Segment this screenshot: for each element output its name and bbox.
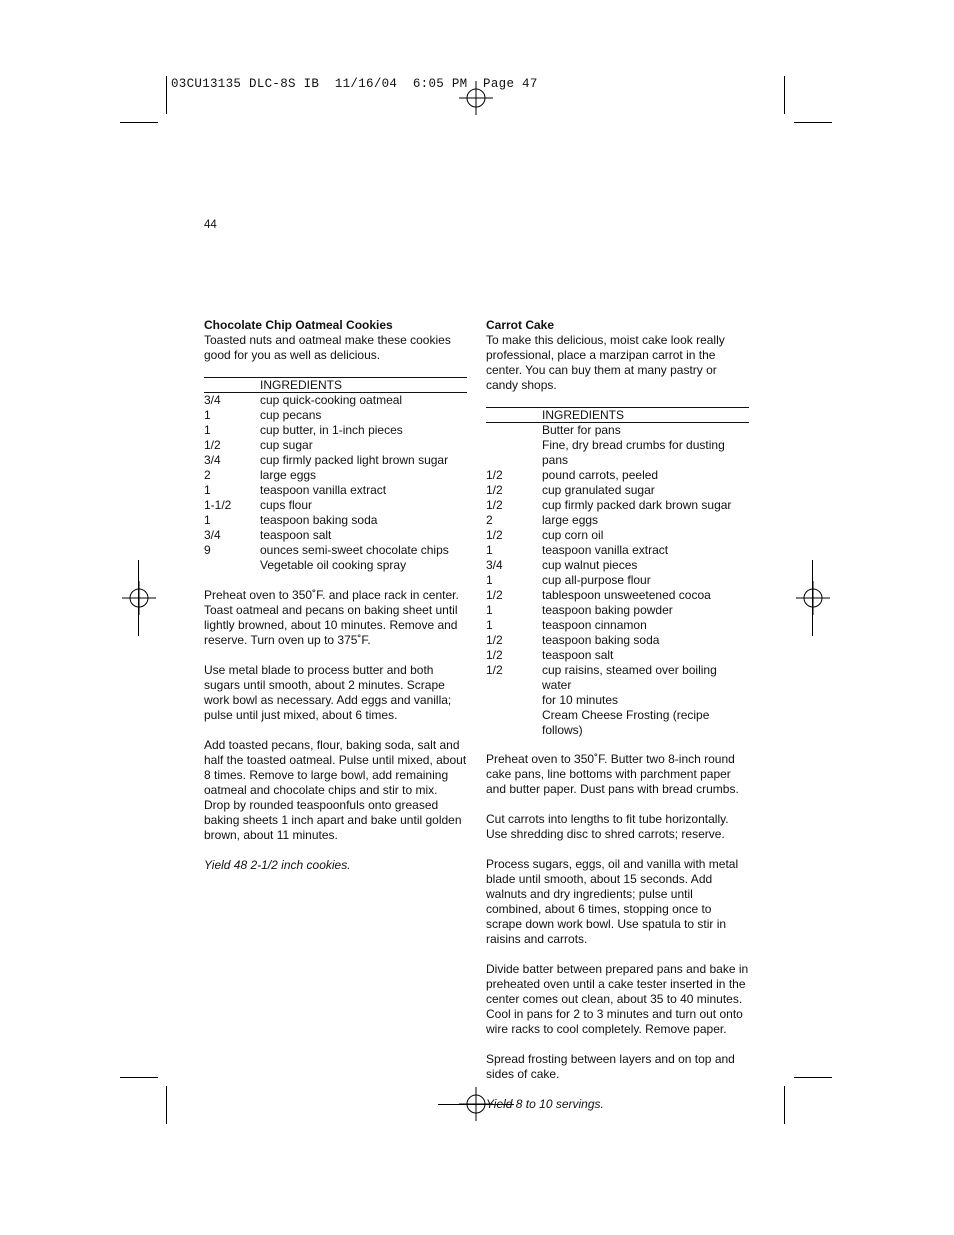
ingredient-item: cup pecans bbox=[260, 408, 322, 422]
ingredient-qty: 1 bbox=[486, 603, 493, 617]
ingredient-item: cup butter, in 1-inch pieces bbox=[260, 423, 403, 437]
page-number: 44 bbox=[204, 219, 217, 231]
crop-mark-top-right-h bbox=[794, 122, 832, 123]
ingredient-qty bbox=[486, 708, 542, 738]
crop-mark-bottom-left-h bbox=[120, 1077, 158, 1078]
ingredient-item: cup all-purpose flour bbox=[542, 573, 651, 587]
ingredient-row bbox=[486, 633, 749, 648]
ingredient-row bbox=[204, 408, 467, 423]
ingredient-row bbox=[486, 558, 749, 573]
ingredient-row bbox=[486, 498, 749, 513]
ingredient-row bbox=[486, 468, 749, 483]
ingredient-row bbox=[486, 573, 749, 588]
step-paragraph: Use metal blade to process butter and both sugars until smooth, about 2 minutes. Scrape work bowl as necessary. Add eggs and vanilla; pulse until just mixed, about 6 times. bbox=[204, 663, 452, 722]
registration-mark-right-icon bbox=[796, 581, 830, 615]
ingredient-row bbox=[486, 528, 749, 543]
crop-mark-top-left-v bbox=[166, 76, 167, 114]
ingredient-row bbox=[486, 603, 749, 618]
ingredient-row bbox=[204, 423, 467, 438]
ingredient-qty: 1/2 bbox=[486, 588, 503, 602]
registration-mark-top-icon bbox=[459, 81, 493, 115]
registration-line-right bbox=[812, 560, 813, 636]
ingredient-qty: 1/2 bbox=[486, 498, 503, 512]
ingredient-row bbox=[486, 588, 749, 603]
ingredient-item: cup walnut pieces bbox=[542, 558, 638, 572]
step-paragraph: Preheat oven to 350˚F. Butter two 8-inch round cake pans, line bottoms with parchment paper and butter paper. Dust pans with bread crumbs. bbox=[486, 752, 739, 796]
ingredient-row bbox=[486, 663, 749, 693]
ingredient-qty: 1-1/2 bbox=[204, 498, 232, 512]
ingredient-item: cup firmly packed dark brown sugar bbox=[542, 498, 732, 512]
ingredient-qty: 3/4 bbox=[204, 528, 221, 542]
step-paragraph: Divide batter between prepared pans and bake in preheated oven until a cake tester inserted in the center comes out clean, about 35 to 40 minutes. Cool in pans for 2 to 3 minutes and turn out onto wire racks to cool completely. Remove paper. bbox=[486, 962, 749, 1036]
crop-mark-bottom-right-v bbox=[784, 1086, 785, 1124]
ingredient-item: teaspoon vanilla extract bbox=[260, 483, 387, 497]
ingredients-list bbox=[486, 423, 749, 738]
ingredient-item: cup quick-cooking oatmeal bbox=[260, 393, 403, 407]
ingredient-row bbox=[204, 453, 467, 468]
ingredient-item: teaspoon vanilla extract bbox=[542, 543, 669, 557]
ingredient-row bbox=[204, 513, 467, 528]
recipe-title: Carrot Cake bbox=[486, 318, 555, 332]
crop-mark-bottom-left-v bbox=[166, 1086, 167, 1124]
step-paragraph: Drop by rounded teaspoonfuls onto greased baking sheets 1 inch apart and bake until golden brown, about 11 minutes. bbox=[204, 798, 462, 842]
ingredient-item: for 10 minutes bbox=[542, 693, 619, 707]
ingredient-qty: 1/2 bbox=[486, 483, 503, 497]
ingredient-qty: 2 bbox=[204, 468, 211, 482]
ingredient-qty: 1 bbox=[486, 618, 493, 632]
ingredient-row bbox=[486, 648, 749, 663]
recipe-intro: To make this delicious, moist cake look really professional, place a marzipan carrot in the center. You can buy them at many pastry or candy shops. bbox=[486, 333, 725, 392]
ingredient-item: teaspoon cinnamon bbox=[542, 618, 647, 632]
ingredient-qty bbox=[486, 423, 542, 438]
recipe-carrot-cake bbox=[486, 318, 749, 1112]
recipe-yield: Yield 8 to 10 servings. bbox=[486, 1097, 604, 1111]
ingredient-qty: 1 bbox=[204, 408, 211, 422]
step-paragraph: Add toasted pecans, flour, baking soda, salt and half the toasted oatmeal. Pulse until mixed, about 8 times. Remove to large bowl, add remaining oatmeal and chocolate chips and stir to mix. bbox=[204, 738, 467, 797]
ingredient-qty: 3/4 bbox=[486, 558, 503, 572]
ingredient-item: Fine, dry bread crumbs for dusting pans bbox=[542, 438, 725, 467]
ingredient-row bbox=[486, 423, 749, 438]
ingredient-row bbox=[486, 618, 749, 633]
registration-mark-left-icon bbox=[122, 581, 156, 615]
ingredient-qty bbox=[486, 438, 542, 468]
ingredient-qty: 1 bbox=[204, 513, 211, 527]
ingredient-qty: 1/2 bbox=[486, 663, 503, 677]
ingredient-item: cup corn oil bbox=[542, 528, 604, 542]
ingredient-row bbox=[486, 438, 749, 468]
ingredient-row bbox=[486, 543, 749, 558]
ingredient-item: teaspoon salt bbox=[542, 648, 614, 662]
ingredient-item: teaspoon baking soda bbox=[260, 513, 378, 527]
recipe-title: Chocolate Chip Oatmeal Cookies bbox=[204, 318, 393, 332]
ingredient-qty: 1/2 bbox=[486, 633, 503, 647]
ingredient-item: cup sugar bbox=[260, 438, 313, 452]
ingredient-row bbox=[204, 468, 467, 483]
ingredient-row bbox=[486, 693, 749, 708]
ingredient-item: cup raisins, steamed over boiling water bbox=[542, 663, 717, 692]
ingredient-qty: 1/2 bbox=[486, 648, 503, 662]
ingredient-item: teaspoon baking powder bbox=[542, 603, 673, 617]
ingredient-qty: 1 bbox=[204, 423, 211, 437]
ingredient-row bbox=[204, 438, 467, 453]
crop-mark-bottom-right-h bbox=[794, 1077, 832, 1078]
registration-line-left bbox=[138, 560, 139, 636]
ingredient-row bbox=[204, 543, 467, 558]
ingredient-item: Butter for pans bbox=[542, 423, 621, 437]
ingredient-item: teaspoon salt bbox=[260, 528, 332, 542]
ingredients-header: INGREDIENTS bbox=[486, 407, 749, 423]
ingredient-row bbox=[204, 483, 467, 498]
ingredient-row bbox=[204, 393, 467, 408]
printer-slug: 03CU13135 DLC-8S IB 11/16/04 6:05 PM Page 47 bbox=[171, 77, 538, 91]
ingredient-qty bbox=[486, 693, 542, 708]
ingredient-qty: 1 bbox=[486, 543, 493, 557]
ingredients-list bbox=[204, 393, 467, 573]
ingredient-row bbox=[486, 513, 749, 528]
ingredient-qty bbox=[204, 558, 260, 573]
ingredient-qty: 3/4 bbox=[204, 453, 221, 467]
ingredients-header: INGREDIENTS bbox=[204, 377, 467, 393]
ingredient-item: cup granulated sugar bbox=[542, 483, 655, 497]
ingredient-qty: 1/2 bbox=[486, 528, 503, 542]
ingredient-item: ounces semi-sweet chocolate chips bbox=[260, 543, 449, 557]
ingredient-item: tablespoon unsweetened cocoa bbox=[542, 588, 711, 602]
ingredient-row bbox=[486, 708, 749, 738]
ingredient-qty: 1/2 bbox=[486, 468, 503, 482]
ingredient-row bbox=[486, 483, 749, 498]
ingredient-item: pound carrots, peeled bbox=[542, 468, 659, 482]
ingredient-row bbox=[204, 498, 467, 513]
ingredient-qty: 1/2 bbox=[204, 438, 221, 452]
step-paragraph: Process sugars, eggs, oil and vanilla with metal blade until smooth, about 15 seconds. Add walnuts and dry ingredients; pulse until combined, about 6 times, stopping once to scrape down work bowl. Use spatula to stir in raisins and carrots. bbox=[486, 857, 739, 946]
ingredient-item: cups flour bbox=[260, 498, 313, 512]
ingredient-row bbox=[204, 528, 467, 543]
ingredient-item: teaspoon baking soda bbox=[542, 633, 660, 647]
recipe-intro: Toasted nuts and oatmeal make these cookies good for you as well as delicious. bbox=[204, 333, 451, 362]
ingredient-qty: 1 bbox=[204, 483, 211, 497]
ingredient-item: Vegetable oil cooking spray bbox=[260, 558, 407, 572]
crop-mark-top-right-v bbox=[784, 76, 785, 114]
ingredient-item: cup firmly packed light brown sugar bbox=[260, 453, 449, 467]
ingredient-qty: 2 bbox=[486, 513, 493, 527]
step-paragraph: Preheat oven to 350˚F. and place rack in center. Toast oatmeal and pecans on baking sheet until lightly browned, about 10 minutes. Remove and reserve. Turn oven up to 375˚F. bbox=[204, 588, 459, 647]
ingredient-qty: 3/4 bbox=[204, 393, 221, 407]
ingredient-row bbox=[204, 558, 467, 573]
ingredient-qty: 1 bbox=[486, 573, 493, 587]
step-paragraph: Spread frosting between layers and on top and sides of cake. bbox=[486, 1052, 735, 1081]
recipe-chocolate-chip-oatmeal-cookies bbox=[204, 318, 467, 873]
ingredient-item: large eggs bbox=[542, 513, 599, 527]
ingredient-qty: 9 bbox=[204, 543, 211, 557]
crop-mark-top-left-h bbox=[120, 122, 158, 123]
recipe-yield: Yield 48 2-1/2 inch cookies. bbox=[204, 858, 351, 872]
ingredient-item: Cream Cheese Frosting (recipe follows) bbox=[542, 708, 710, 737]
ingredient-item: large eggs bbox=[260, 468, 317, 482]
step-paragraph: Cut carrots into lengths to fit tube horizontally. Use shredding disc to shred carrots; reserve. bbox=[486, 812, 729, 841]
